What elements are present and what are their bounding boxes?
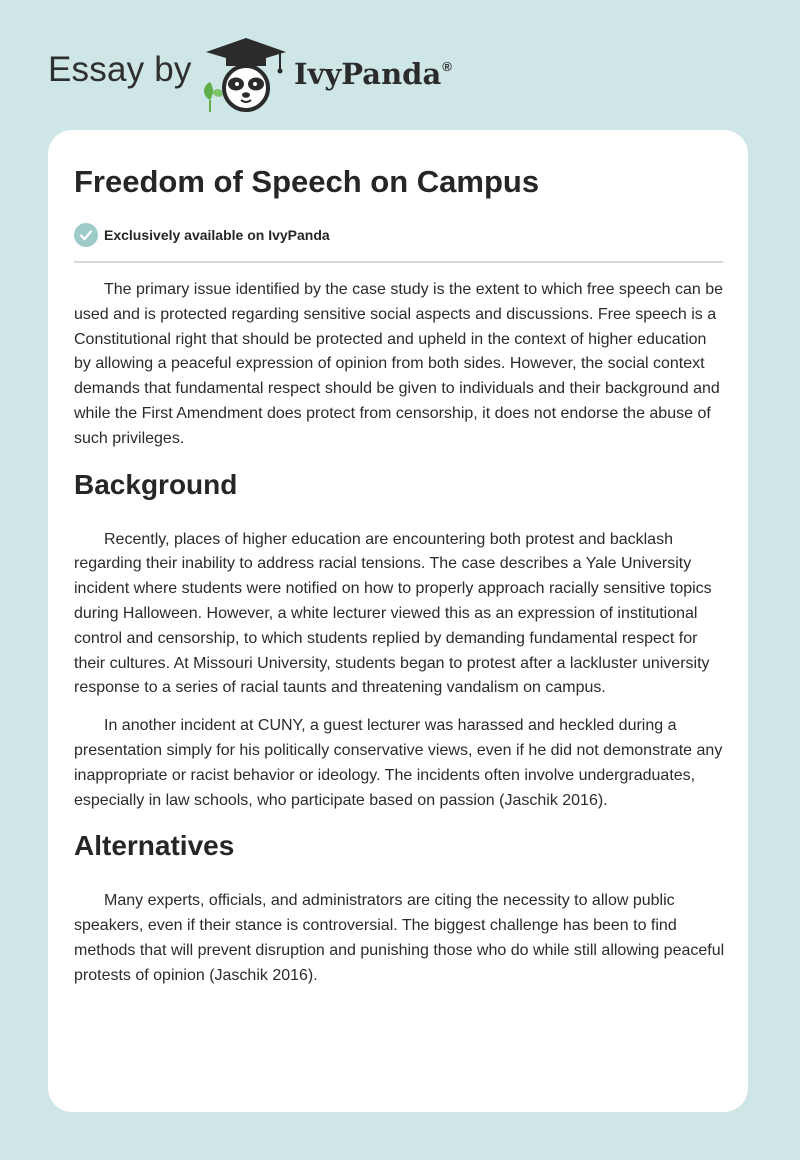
paragraph: Recently, places of higher education are encountering both protest and backlash regarding their inability to address racial tensions. The case describes a Yale University incident where students were notified on how to properly approach racially sensitive topics during Halloween. However, a white lecturer viewed this as an expression of institutional control and censorship, to which students replied by demanding fundamental respect for their cultures. At Missouri University, students began to protest after a lackluster university response to a series of racial taunts and threatening vandalism on campus.	[74, 530, 712, 697]
section-heading-background: Background	[74, 468, 238, 500]
title-divider	[74, 261, 723, 263]
site-header	[48, 30, 508, 110]
registered-mark: ®	[442, 59, 452, 74]
page-title: Freedom of Speech on Campus	[74, 164, 540, 199]
paragraph: Many experts, officials, and administrators are citing the necessity to allow public speakers, even if their stance is controversial. The biggest challenge has been to find methods that will prevent disruption and punishing those who do while still allowing peaceful protests of opinion (Jaschik 2016).	[74, 892, 725, 984]
intro-paragraph: The primary issue identified by the case study is the extent to which free speech can be used and is protected regarding sensitive social aspects and discussions. Free speech is a Constitutional right that should be protected and upheld in the context of higher education by allowing a peaceful expression of opinion from both sides. However, the social context demands that fundamental respect should be given to individuals and their background and while the First Amendment does protect from censorship, it does not endorse the abuse of such privileges.	[74, 281, 723, 447]
badge-text: Exclusively available on IvyPanda	[104, 227, 330, 243]
section-heading-alternatives: Alternatives	[74, 830, 235, 862]
essay-card	[48, 130, 748, 1112]
paragraph: In another incident at CUNY, a guest lecturer was harassed and heckled during a presentation simply for his politically conservative views, even if he did not demonstrate any inappropriate or racist behavior or ideology. The incidents often involve undergraduates, especially in law schools, who participate based on passion (Jaschik 2016).	[74, 717, 723, 809]
panda-logo-graphic	[198, 34, 294, 114]
panda-logo-icon[interactable]	[198, 34, 294, 114]
exclusive-badge	[74, 222, 330, 248]
checkmark-icon	[74, 223, 98, 247]
brand-name[interactable]: IvyPanda®	[294, 57, 452, 91]
essay-body	[74, 278, 726, 1002]
brand-prefix: Essay by	[48, 50, 192, 89]
